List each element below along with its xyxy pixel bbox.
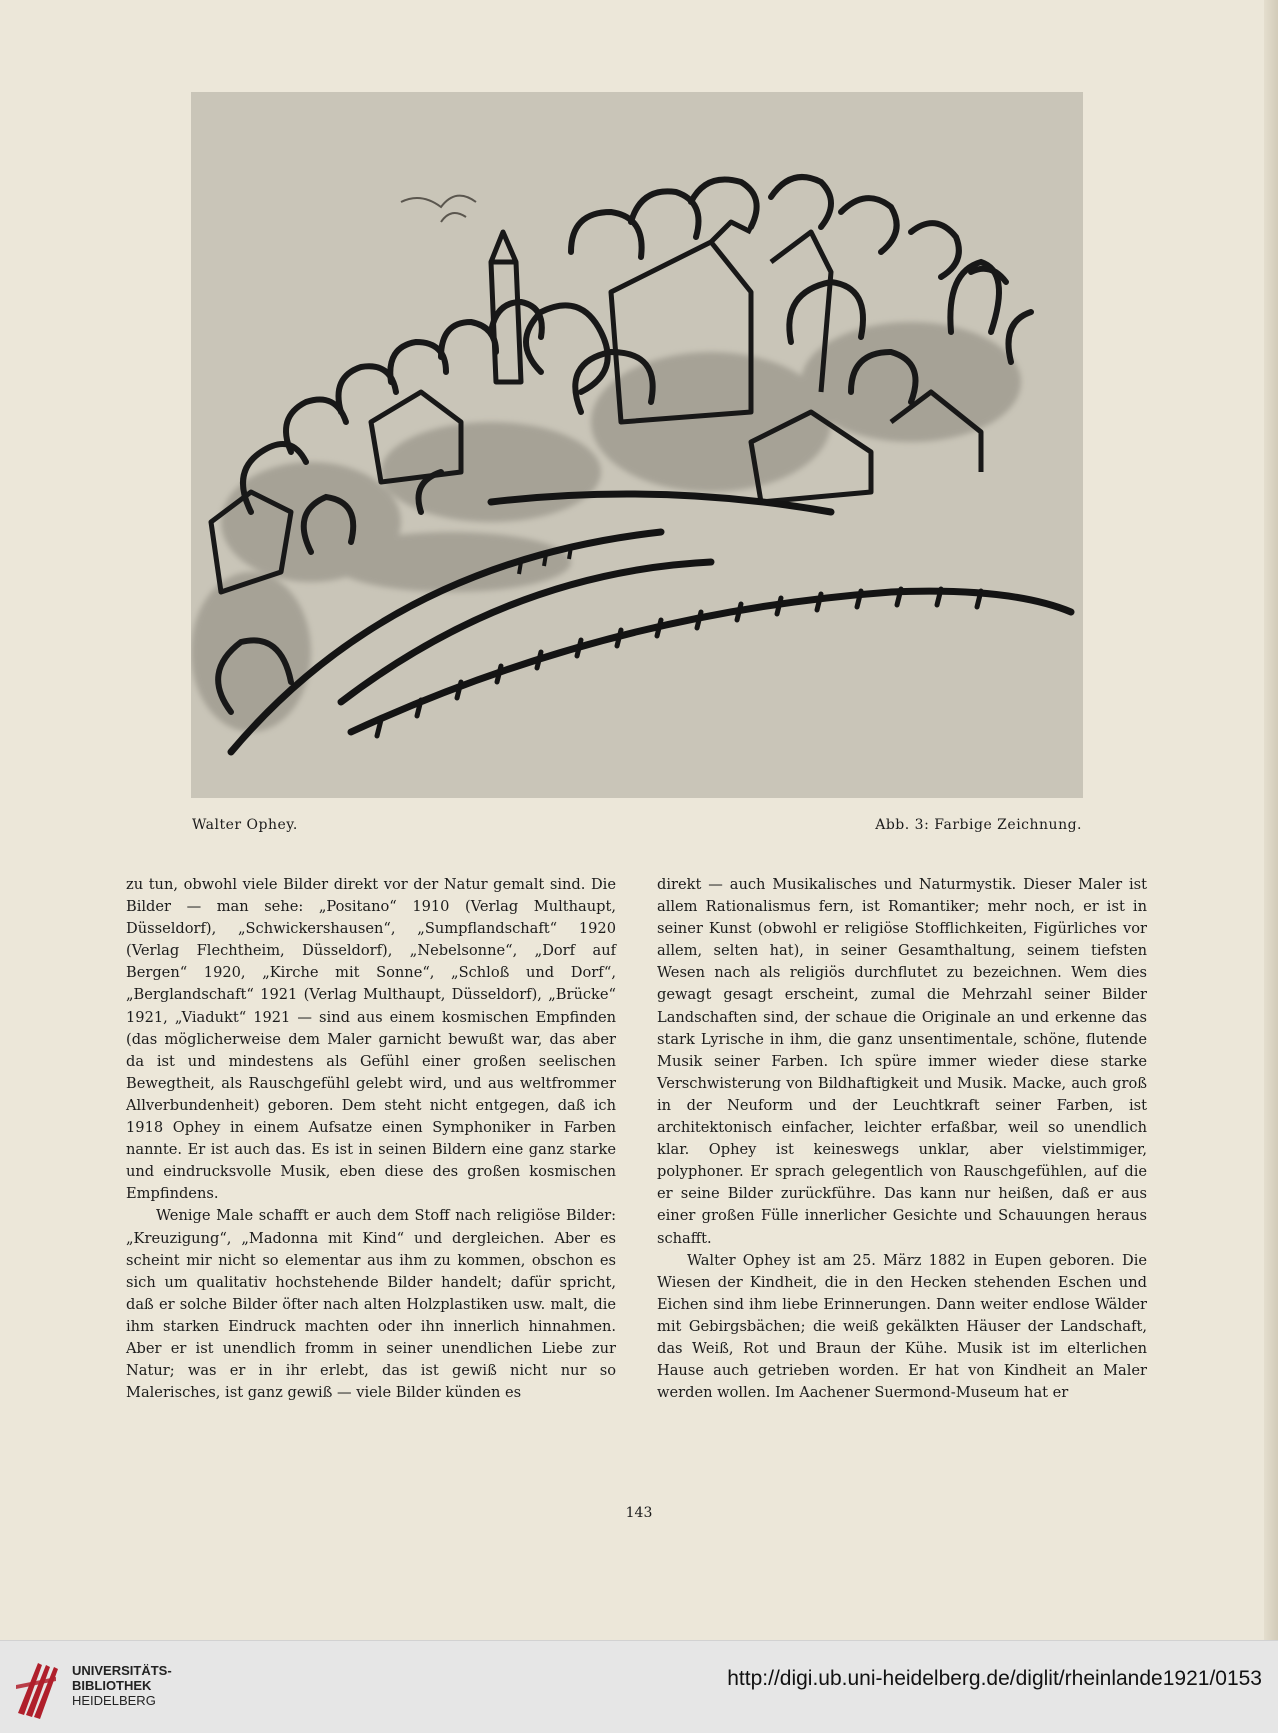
text-column-left (126, 874, 616, 1404)
library-name-line: BIBLIOTHEK (72, 1678, 152, 1693)
paragraph: zu tun, obwohl viele Bilder direkt vor der Natur gemalt sind. Die Bilder — man sehe: „Positano“ 1910 (Verlag Multhaupt, Düsseldorf), „Schwickershausen“, „Sumpflandschaft“ 1920 (Verlag Flechtheim, Düsseldorf), „Nebelsonne“, „Dorf auf Bergen“ 1920, „Kirche mit Sonne“, „Schloß und Dorf“, „Berglandschaft“ 1921 (Verlag Multhaupt, Düsseldorf), „Brücke“ 1921, „Viadukt“ 1921 — sind aus einem kosmischen Empfinden (das möglicherweise dem Maler garnicht bewußt war, das aber da ist und mindestens als Gefühl einer großen seelischen Bewegtheit, als Rauschgefühl gelebt wird, und aus weltfrommer Allverbundenheit) geboren. Dem steht nicht entgegen, daß ich 1918 Ophey in einem Aufsatze einen Symphoniker in Farben nannte. Er ist auch das. Es ist in seinen Bildern eine ganz starke und eindrucksvolle Musik, eben diese des großen kosmischen Empfindens. (126, 876, 616, 1203)
paragraph: direkt — auch Musikalisches und Naturmystik. Dieser Maler ist allem Rationalismus fern, ist Romantiker; mehr noch, er ist in seiner Kunst (obwohl er religiöse Stofflichkeiten, Figürliches vor allem, selten hat), in seiner Gesamthaltung, seinem tiefsten Wesen nach als religiös durchflutet zu bezeichnen. Wem dies gewagt gesagt erscheint, zumal die Mehrzahl seiner Bilder Landschaften sind, der schaue die Originale an und erkenne das stark Lyrische in ihm, die ganz unsentimentale, schöne, flutende Musik seiner Farben. Ich spüre immer wieder diese starke Verschwisterung von Bildhaftigkeit und Musik. Macke, auch groß in der Neuform und der Leuchtkraft seiner Farben, ist architektonisch einfacher, leichter erfaßbar, weil so unendlich klar. Ophey ist keineswegs unklar, aber vielstimmiger, polyphoner. Er sprach gelegentlich von Rauschgefühlen, auf die er seine Bilder zurückführe. Das kann nur heißen, daß er aus einer großen Fülle innerlicher Gesichte und Schauungen heraus schafft. (657, 876, 1147, 1247)
library-name[interactable] (72, 1663, 172, 1708)
paragraph: Walter Ophey ist am 25. März 1882 in Eupen geboren. Die Wiesen der Kindheit, die in den Hecken stehenden Eschen und Eichen sind ihm liebe Erinnerungen. Dann weiter endlose Wälder mit Gebirgsbächen; die weiß gekälkten Häuser der Landschaft, das Weiß, Rot und Braun der Kühe. Musik ist im elterlichen Hause auch getrieben worden. Er hat von Kindheit an Maler werden wollen. Im Aachener Suermond-Museum hat er (657, 1251, 1147, 1402)
permalink-url[interactable]: http://digi.ub.uni-heidelberg.de/diglit/rheinlande1921/0153 (727, 1667, 1262, 1690)
library-logo-icon[interactable] (12, 1655, 64, 1721)
text-column-right (657, 874, 1147, 1404)
figure-drawing (191, 92, 1083, 798)
footer-bar (0, 1640, 1278, 1733)
page-number: 143 (625, 1505, 653, 1521)
paragraph: Wenige Male schafft er auch dem Stoff nach religiöse Bilder: „Kreuzigung“, „Madonna mit Kind“ und dergleichen. Aber es scheint mir nicht so elementar aus ihm zu kommen, obschon es sich um qualitativ hochstehende Bilder handelt; dafür spricht, daß er solche Bilder öfter nach alten Holzplastiken usw. malt, die ihm starken Eindruck machten oder ihn innerlich hinnahmen. Aber er ist unendlich fromm in seiner unendlichen Liebe zur Natur; was er in ihr erlebt, das ist gewiß nicht nur so Malerisches, ist ganz gewiß — viele Bilder künden es (126, 1207, 616, 1402)
library-name-line: UNIVERSITÄTS- (72, 1663, 172, 1678)
library-name-line: HEIDELBERG (72, 1693, 156, 1708)
caption-artist: Walter Ophey. (192, 817, 298, 833)
caption-figure-label: Abb. 3: Farbige Zeichnung. (875, 817, 1082, 833)
page-edge (1264, 0, 1278, 1640)
